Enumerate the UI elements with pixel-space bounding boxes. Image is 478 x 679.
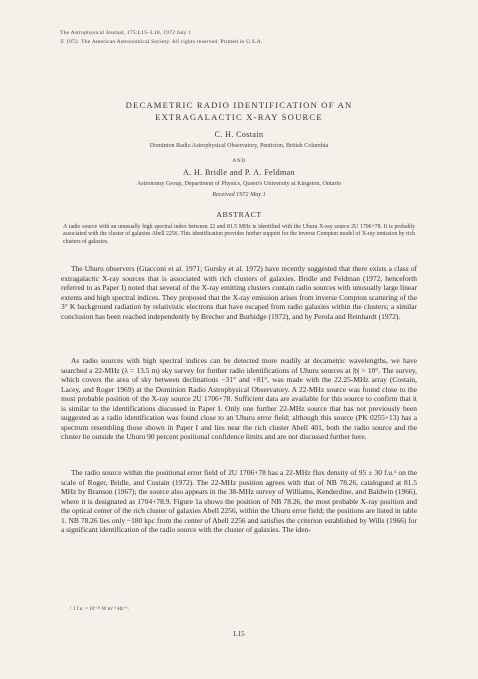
abstract-text: A radio source with an unusually high spectral index between 22 and 81.5 MHz is identified with the Uhuru X-ray source 2U 1706+78. It is probably associated with the cluster of galaxies Abell 2256. This identification provides further support for the inverse Compton model of X-ray emission by rich clusters of galaxies.: [63, 224, 415, 245]
affiliation-1: Dominion Radio Astrophysical Observatory, Penticton, British Columbia: [149, 143, 329, 149]
body-paragraph-3: The radio source within the positional error field of 2U 1706+78 has a 22-MHz flux density of 95 ± 30 f.u.¹ on the scale of Roger, Bridle, and Costain (1972). The 22-MHz position agrees with that of NB 78.26, catalogued at 81.5 MHz by Branson (1967); the source also appears in the 38-MHz survey of Williams, Kenderdine, and Baldwin (1966), where it is designated as 1704+78.9. Figure 1a shows the position of NB 78.26, the most probable X-ray position and the optical center of the rich cluster of galaxies Abell 2256, within the Uhuru error field; the positions are listed in table 1. NB 78.26 lies only ~180 kpc from the center of Abell 2256 and satisfies the criterion established by Wills (1966) for a significant identification of the radio source with the cluster of galaxies. The iden-: [61, 468, 417, 534]
footnote: ¹ 1 f.u. = 10⁻²⁶ W m⁻² Hz⁻¹.: [70, 606, 130, 612]
copyright-line: © 1972. The American Astronomical Society. All rights reserved. Printed in U.S.A.: [60, 39, 263, 45]
author-1: C. H. Costain: [214, 130, 264, 139]
affiliation-2: Astronomy Group, Department of Physics, Queen's University at Kingston, Ontario: [136, 181, 342, 187]
body-paragraph-2: As radio sources with high spectral indices can be detected more readily at decametric wavelengths, we have searched a 22-MHz (λ = 13.5 m) sky survey for further radio identifications of Uhuru sources at |b| > 10°. The survey, which covers the area of sky between declinations −31° and +81°, was made with the 22.25-MHz array (Costain, Lacey, and Roger 1969) at the Dominion Radio Astrophysical Observatory. A 22-MHz source was found close to the most probable position of the X-ray source 2U 1706+78. Sufficient data are available for this source to confirm that it is similar to the identifications discussed in Paper I. Only one further 22-MHz source that has not previously been suggested as a radio identification was found close to an Uhuru error field; although this source (PK 0255+13) has a spectrum resembling those shown in Paper I and lies near the rich cluster Abell 401, both the radio source and the cluster lie outside the Uhuru 90 percent positional confidence limits and are not discussed further here.: [61, 356, 417, 441]
article-title: [40, 99, 438, 123]
title-line-1: DECAMETRIC RADIO IDENTIFICATION OF AN: [125, 100, 353, 110]
and-separator: AND: [232, 158, 246, 164]
journal-header: The Astrophysical Journal, 175:L15–L18, 1972 July 1: [60, 30, 192, 36]
title-line-2: EXTRAGALACTIC X-RAY SOURCE: [155, 112, 323, 122]
received-date: Received 1972 May 1: [212, 191, 266, 198]
author-2: A. H. Bridle and P. A. Feldman: [183, 168, 295, 177]
page-number: L15: [233, 630, 245, 638]
body-paragraph-1: The Uhuru observers (Giacconi et al. 1971; Gursky et al. 1972) have recently suggested that there exists a class of extragalactic X-ray sources that is associated with rich clusters of galaxies. Bridle and Feldman (1972, henceforth referred to as Paper I) noted that several of the X-ray emitting clusters contain radio sources with unusually large linear extents and high spectral indices. They proposed that the X-ray emission arises from inverse Compton scattering of the 3° K background radiation by relativistic electrons that have escaped from radio galaxies within the clusters; a similar conclusion has been reached independently by Brecher and Burbidge (1972), and by Perola and Reinhardt (1972).: [61, 264, 417, 321]
abstract-heading: ABSTRACT: [216, 210, 262, 219]
